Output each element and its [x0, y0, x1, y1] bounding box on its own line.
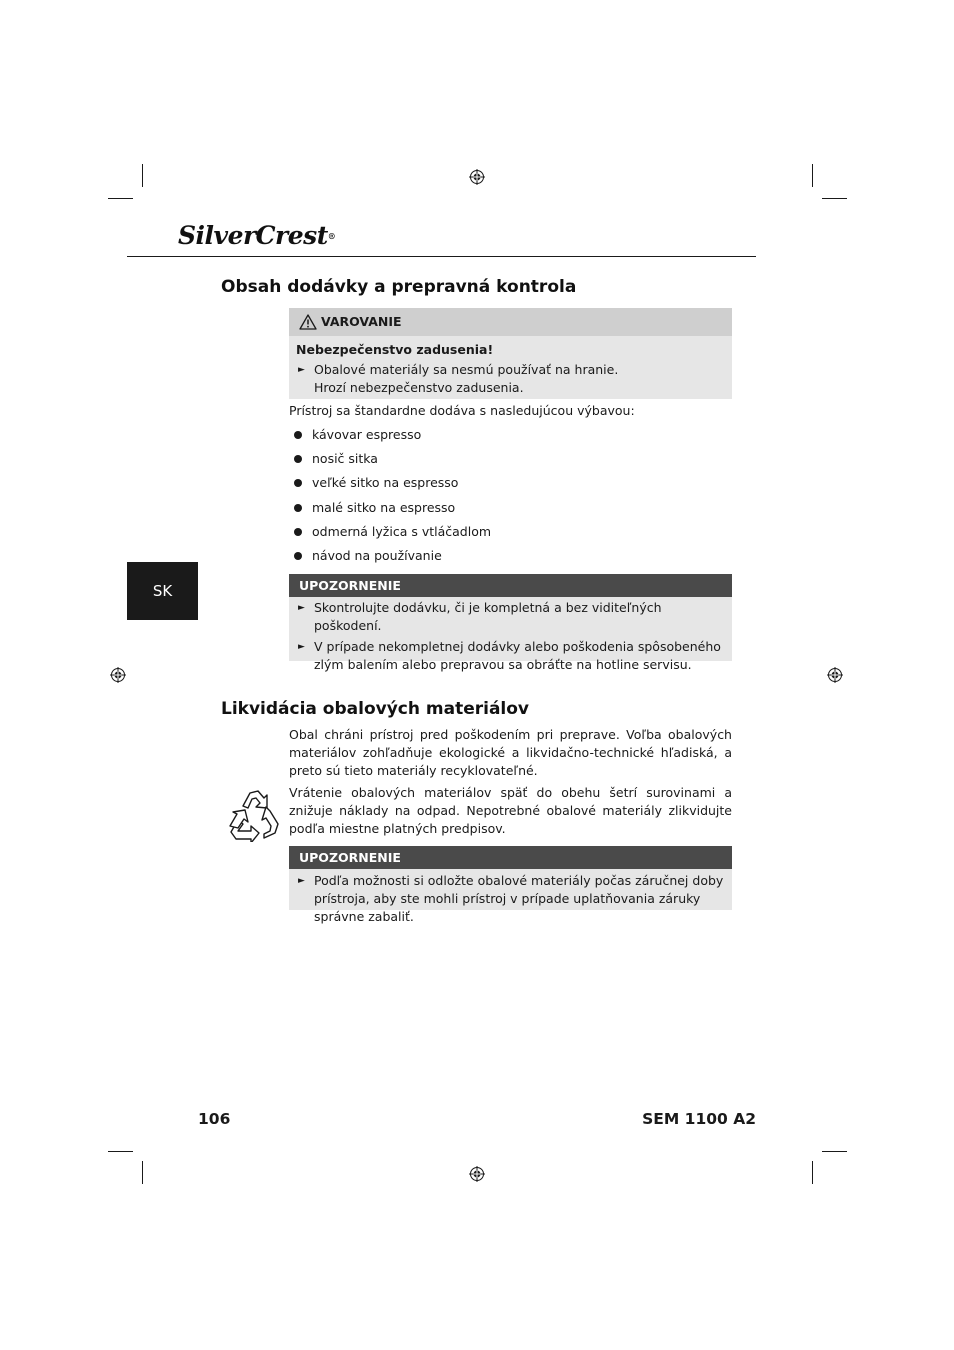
arrow-right-icon: ► — [298, 365, 305, 375]
disposal-paragraph: Obal chráni prístroj pred poškodením pri preprave. Voľba obalových materiálov zohľadňuje ekologické a likvidačno-technické hľadiská, a preto sú tieto materiály recyklovateľné. — [289, 727, 732, 778]
list-item — [289, 498, 491, 522]
registration-mark-icon — [110, 667, 126, 683]
crop-mark — [108, 198, 133, 199]
notice-header — [289, 574, 732, 597]
arrow-right-icon: ► — [298, 876, 305, 886]
contents-list — [289, 425, 491, 570]
list-item — [289, 522, 491, 546]
registration-mark-icon — [827, 667, 843, 683]
notice-item-text: Podľa možnosti si odložte obalové materiály počas záručnej doby prístroja, aby ste mohli prístroj v prípade uplatňovania záruky správne zabaliť. — [314, 873, 724, 924]
warning-box — [289, 308, 732, 399]
list-item-text: návod na používanie — [312, 547, 442, 563]
notice-item-text: V prípade nekompletnej dodávky alebo poškodenia spôsobeného zlým balením alebo prepravou sa obráťte na hotline servisu. — [314, 639, 721, 672]
warning-item — [289, 361, 732, 397]
crop-mark — [822, 198, 847, 199]
contents-intro: Prístroj sa štandardne dodáva s nasledujúcou výbavou: — [289, 403, 635, 418]
warning-subtitle: Nebezpečenstvo zadusenia! — [296, 342, 494, 357]
warning-item-line: Obalové materiály sa nesmú používať na hranie. — [314, 362, 619, 377]
arrow-right-icon: ► — [298, 603, 305, 613]
list-item-text: veľké sitko na espresso — [312, 475, 459, 491]
section-title-disposal: Likvidácia obalových materiálov — [221, 699, 530, 719]
recycle-icon — [226, 786, 284, 842]
list-item-text: odmerná lyžica s vtláčadlom — [312, 523, 492, 539]
notice-label: UPOZORNENIE — [299, 849, 401, 865]
list-item-text: kávovar espresso — [312, 427, 422, 442]
list-item — [289, 449, 491, 473]
bullet-icon — [294, 479, 302, 487]
model-number: SEM 1100 A2 — [642, 1110, 756, 1128]
list-item — [289, 473, 491, 497]
crop-mark — [822, 1151, 847, 1152]
warning-label: VAROVANIE — [321, 314, 402, 329]
section-title-contents: Obsah dodávky a prepravná kontrola — [221, 277, 577, 297]
warning-header — [289, 308, 732, 336]
notice-header — [289, 846, 732, 869]
crop-mark — [108, 1151, 133, 1152]
language-tab: SK — [127, 562, 198, 620]
warning-triangle-icon — [299, 314, 317, 330]
header-rule — [127, 256, 756, 257]
crop-mark — [812, 1161, 813, 1184]
bullet-icon — [294, 431, 302, 439]
brand-logo — [178, 222, 335, 250]
notice-item — [289, 872, 732, 926]
notice-item — [289, 638, 732, 674]
notice-box — [289, 574, 732, 672]
notice-item — [289, 599, 732, 635]
list-item — [289, 425, 491, 449]
list-item — [289, 546, 491, 570]
bullet-icon — [294, 455, 302, 463]
page-number: 106 — [198, 1110, 231, 1128]
crop-mark — [142, 164, 143, 187]
registered-mark: ® — [327, 231, 336, 241]
bullet-icon — [294, 552, 302, 560]
list-item-text: nosič sitka — [312, 451, 378, 467]
registration-mark-icon — [469, 1166, 485, 1182]
bullet-icon — [294, 528, 302, 536]
registration-mark-icon — [469, 169, 485, 185]
arrow-right-icon: ► — [298, 642, 305, 652]
warning-item-line: Hrozí nebezpečenstvo zadusenia. — [314, 380, 524, 395]
bullet-icon — [294, 504, 302, 512]
crop-mark — [812, 164, 813, 187]
notice-label: UPOZORNENIE — [299, 577, 401, 593]
list-item-text: malé sitko na espresso — [312, 499, 456, 515]
notice-item-text: Skontrolujte dodávku, či je kompletná a bez viditeľných poškodení. — [314, 600, 662, 633]
crop-mark — [142, 1161, 143, 1184]
brand-logo-text: SilverCrest — [178, 221, 328, 250]
disposal-paragraph: Vrátenie obalových materiálov späť do obehu šetrí surovinami a znižuje náklady na odpad. Nepotrebné obalové materiály zlikvidujte podľa miestne platných predpisov. — [289, 785, 732, 836]
notice-box — [289, 846, 732, 924]
